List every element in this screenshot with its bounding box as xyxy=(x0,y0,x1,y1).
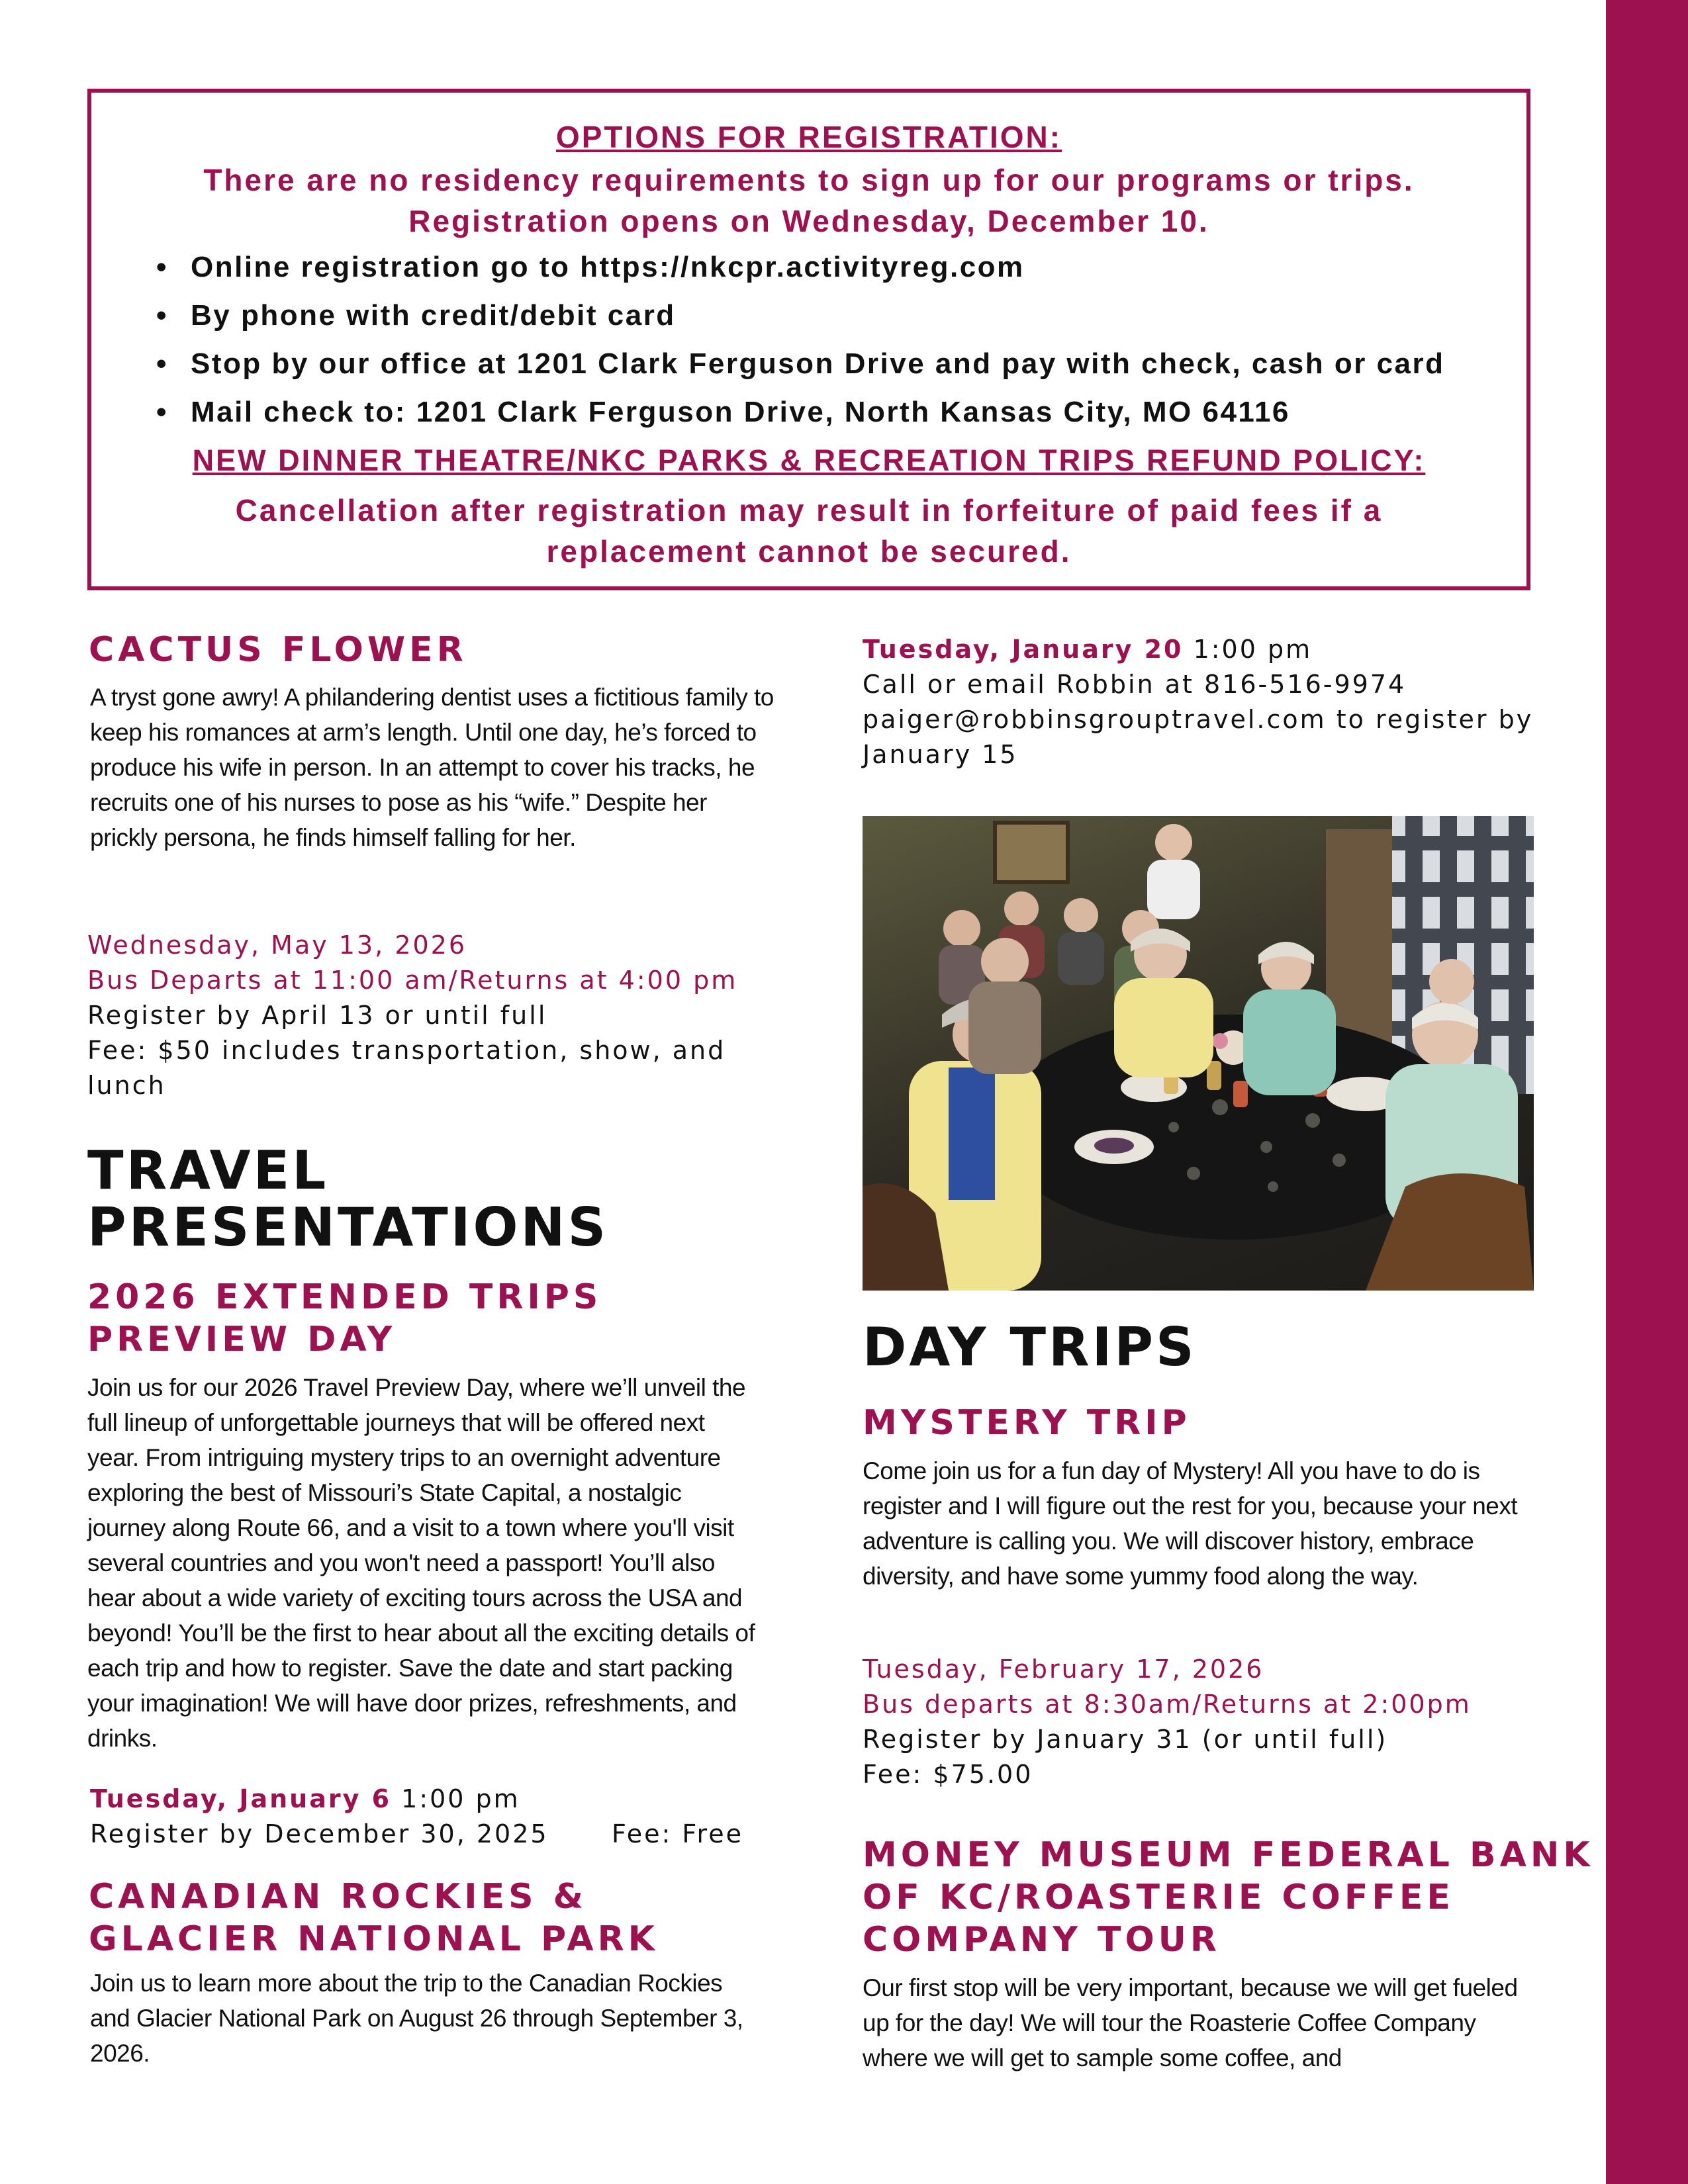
canadian-title-line-1: CANADIAN ROCKIES & xyxy=(89,1877,588,1917)
travel-presentations-heading xyxy=(87,1142,816,1256)
option-mail: Mail check to: 1201 Clark Ferguson Drive, North Kansas City, MO 64116 xyxy=(191,396,1290,428)
preview-day-fee: Fee: Free xyxy=(612,1819,744,1848)
preview-title-line-2: PREVIEW DAY xyxy=(87,1320,397,1359)
refund-policy-heading: NEW DINNER THEATRE/NKC PARKS & RECREATION TRIPS REFUND POLICY: xyxy=(192,443,1426,477)
bullet-icon: • xyxy=(156,251,168,283)
cactus-flower-bus-times: Bus Departs at 11:00 am/Returns at 4:00 pm xyxy=(87,966,738,995)
registration-box xyxy=(87,89,1530,590)
cactus-flower-date: Wednesday, May 13, 2026 xyxy=(87,931,467,960)
preview-day-title xyxy=(87,1276,816,1361)
preview-day-time: 1:00 pm xyxy=(391,1784,520,1813)
mystery-trip-bus-times: Bus departs at 8:30am/Returns at 2:00pm xyxy=(863,1690,1472,1719)
mystery-trip-fee: Fee: $75.00 xyxy=(863,1760,1033,1789)
preview-day-datetime xyxy=(90,1782,818,1817)
canadian-rockies-description: Join us to learn more about the trip to the Canadian Rockies and Glacier National Park on August 26 through September 3, 2026. xyxy=(90,1970,743,2067)
list-item xyxy=(156,394,1445,442)
mystery-trip-register-by: Register by January 31 (or until full) xyxy=(863,1725,1388,1754)
money-museum-title xyxy=(863,1834,1604,1961)
bullet-icon: • xyxy=(156,396,168,428)
money-title-line-1: MONEY MUSEUM FEDERAL BANK xyxy=(863,1835,1594,1875)
money-title-line-3: COMPANY TOUR xyxy=(863,1920,1221,1960)
option-phone: By phone with credit/debit card xyxy=(191,299,676,332)
money-museum-description: Our first stop will be very important, because we will get fueled up for the day! We will tour the Roasterie Coffee Company where we will get to sample some coffee, and xyxy=(863,1974,1518,2071)
cactus-flower-fee: Fee: $50 includes transportation, show, and lunch xyxy=(87,1036,726,1100)
registration-heading: OPTIONS FOR REGISTRATION: xyxy=(555,120,1062,154)
canadian-contact-line-2: paiger@robbinsgrouptravel.com to register by xyxy=(863,705,1534,734)
day-trips-heading: DAY TRIPS xyxy=(863,1316,1197,1378)
preview-day-date: Tuesday, January 6 xyxy=(90,1784,392,1813)
canadian-rockies-title xyxy=(89,1876,817,1960)
option-online: Online registration go to https://nkcpr.activityreg.com xyxy=(191,251,1025,283)
cactus-flower-description: A tryst gone awry! A philandering dentist uses a fictitious family to keep his romances at arm’s length. Until one day, he’s forced to produce his wife in person. In an attempt to cover his tracks, he recruits one of his nurses to pose as his “wife.” Despite her prickly persona, he finds himself falling for her. xyxy=(90,684,774,851)
list-item xyxy=(156,249,1445,297)
registration-options-list xyxy=(156,249,1445,442)
money-title-line-2: OF KC/ROASTERIE COFFEE xyxy=(863,1878,1454,1917)
option-office: Stop by our office at 1201 Clark Ferguson Drive and pay with check, cash or card xyxy=(191,347,1445,380)
bullet-icon: • xyxy=(156,299,168,332)
list-item xyxy=(156,297,1445,345)
residency-note: There are no residency requirements to sign up for our programs or trips. xyxy=(203,163,1415,197)
cactus-flower-register-by: Register by April 13 or until full xyxy=(87,1001,547,1030)
list-item xyxy=(156,345,1445,394)
canadian-rockies-datetime xyxy=(863,632,1591,667)
canadian-rockies-time: 1:00 pm xyxy=(1183,635,1313,664)
travel-heading-line-1: TRAVEL xyxy=(87,1140,329,1201)
preview-title-line-1: 2026 EXTENDED TRIPS xyxy=(87,1277,602,1317)
travel-heading-line-2: PRESENTATIONS xyxy=(87,1197,609,1258)
group-photo-icon xyxy=(863,816,1534,1291)
bullet-icon: • xyxy=(156,347,168,380)
mystery-trip-title: MYSTERY TRIP xyxy=(863,1403,1191,1443)
mystery-trip-date: Tuesday, February 17, 2026 xyxy=(863,1655,1264,1684)
preview-day-register-by: Register by December 30, 2025 xyxy=(90,1819,549,1848)
cactus-flower-title: CACTUS FLOWER xyxy=(89,630,467,670)
registration-open-date: Registration opens on Wednesday, December 10. xyxy=(408,204,1209,238)
canadian-contact-line-3: January 15 xyxy=(863,740,1018,769)
canadian-title-line-2: GLACIER NATIONAL PARK xyxy=(89,1919,659,1959)
sidebar-stripe xyxy=(1606,0,1688,2184)
preview-day-description: Join us for our 2026 Travel Preview Day, where we’ll unveil the full lineup of unforgettable journeys that will be offered next year. From intriguing mystery trips to an overnight adventure exploring the best of Missouri’s State Capital, a nostalgic journey along Route 66, and a visit to a town where you'll visit several countries and you won't need a passport! You’ll also hear about a wide variety of exciting tours across the USA and beyond! You’ll be the first to hear about all the exciting details of each trip and how to register. Save the date and start packing your imagination! We will have door prizes, refreshments, and drinks. xyxy=(87,1374,755,1752)
refund-policy-text: Cancellation after registration may result in forfeiture of paid fees if a replacement cannot be secured. xyxy=(235,493,1383,569)
canadian-contact-line-1: Call or email Robbin at 816-516-9974 xyxy=(863,670,1407,699)
group-photo xyxy=(863,816,1534,1291)
canadian-rockies-date: Tuesday, January 20 xyxy=(863,635,1184,664)
mystery-trip-description: Come join us for a fun day of Mystery! All you have to do is register and I will figure out the rest for you, because your next adventure is calling you. We will discover history, embrace diversity, and have some yummy food along the way. xyxy=(863,1457,1518,1590)
